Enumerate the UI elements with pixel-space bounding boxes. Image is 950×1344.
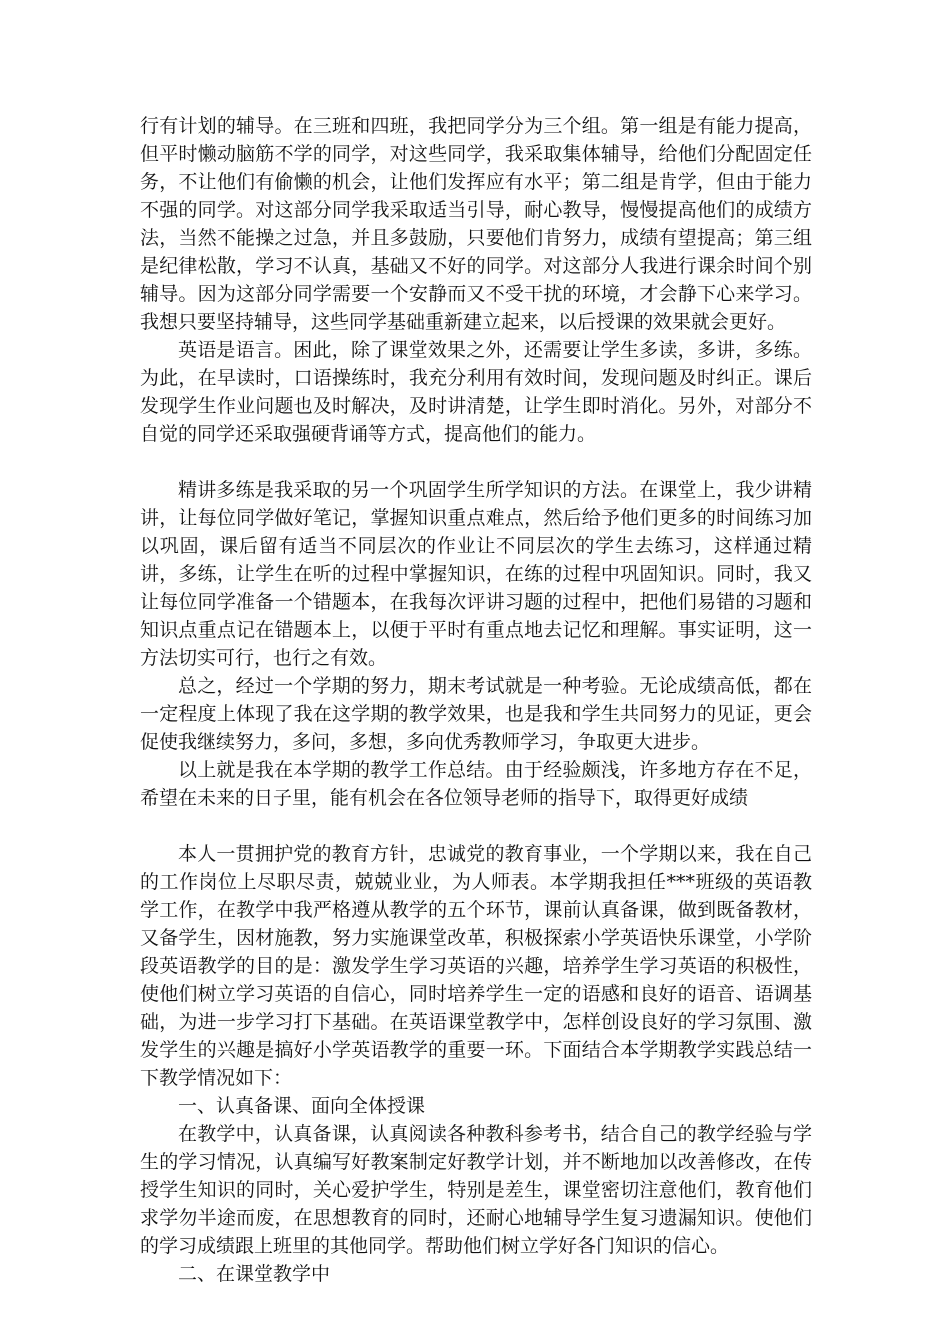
paragraph-summary: 总之，经过一个学期的努力，期末考试就是一种考验。无论成绩高低，都在一定程度上体现了我在这学期的教学效果，也是我和学生共同努力的见证，更会促使我继续努力，多问，多想，多向优秀教师学习，争取更大进步。 [140, 675, 812, 753]
paragraph-gap [140, 812, 812, 840]
document-page [140, 112, 812, 1288]
paragraph-lesson-preparation: 在教学中，认真备课，认真阅读各种教科参考书，结合自己的教学经验与学生的学习情况，认真编写好教案制定好教学计划，并不断地加以改善修改，在传授学生知识的同时，关心爱护学生，特别是差生，课堂密切注意他们，教育他们求学勿半途而废，在思想教育的同时，还耐心地辅导学生复习遗漏知识。使他们的学习成绩跟上班里的其他同学。帮助他们树立学好各门知识的信心。 [140, 1123, 812, 1257]
section-heading-2: 二、在课堂教学中 [178, 1263, 331, 1285]
paragraph-gap [140, 448, 812, 476]
section-heading-1: 一、认真备课、面向全体授课 [178, 1095, 426, 1117]
paragraph-conclusion: 以上就是我在本学期的教学工作总结。由于经验颇浅，许多地方存在不足，希望在未来的日子里，能有机会在各位领导老师的指导下，取得更好成绩 [140, 759, 812, 809]
paragraph-intensive-teaching: 精讲多练是我采取的另一个巩固学生所学知识的方法。在课堂上，我少讲精讲，让每位同学做好笔记，掌握知识重点难点，然后给予他们更多的时间练习加以巩固，课后留有适当不同层次的作业让不同层次的学生去练习，这样通过精讲，多练，让学生在听的过程中掌握知识，在练的过程中巩固知识。同时，我又让每位同学准备一个错题本，在我每次评讲习题的过程中，把他们易错的习题和知识点重点记在错题本上，以便于平时有重点地去记忆和理解。事实证明，这一方法切实可行，也行之有效。 [140, 479, 812, 669]
paragraph-introduction: 本人一贯拥护党的教育方针，忠诚党的教育事业，一个学期以来，我在自己的工作岗位上尽职尽责，兢兢业业，为人师表。本学期我担任***班级的英语教学工作，在教学中我严格遵从教学的五个环节，课前认真备课，做到既备教材，又备学生，因材施教，努力实施课堂改革，积极探索小学英语快乐课堂，小学阶段英语教学的目的是：激发学生学习英语的兴趣，培养学生学习英语的积极性，使他们树立学习英语的自信心，同时培养学生一定的语感和良好的语音、语调基础，为进一步学习打下基础。在英语课堂教学中，怎样创设良好的学习氛围、激发学生的兴趣是搞好小学英语教学的重要一环。下面结合本学期教学实践总结一下教学情况如下： [140, 843, 812, 1089]
paragraph-tutoring-groups: 行有计划的辅导。在三班和四班，我把同学分为三个组。第一组是有能力提高，但平时懒动脑筋不学的同学，对这些同学，我采取集体辅导，给他们分配固定任务，不让他们有偷懒的机会，让他们发挥应有水平；第二组是肯学，但由于能力不强的同学。对这部分同学我采取适当引导，耐心教导，慢慢提高他们的成绩方法，当然不能操之过急，并且多鼓励，只要他们肯努力，成绩有望提高；第三组是纪律松散，学习不认真，基础又不好的同学。对这部分人我进行课余时间个别辅导。因为这部分同学需要一个安静而又不受干扰的环境，才会静下心来学习。我想只要坚持辅导，这些同学基础重新建立起来，以后授课的效果就会更好。 [140, 115, 812, 333]
paragraph-english-practice: 英语是语言。困此，除了课堂效果之外，还需要让学生多读，多讲，多练。为此，在早读时，口语操练时，我充分利用有效时间，发现问题及时纠正。课后发现学生作业问题也及时解决，及时讲清楚，让学生即时消化。另外，对部分不自觉的同学还采取强硬背诵等方式，提高他们的能力。 [140, 339, 812, 445]
